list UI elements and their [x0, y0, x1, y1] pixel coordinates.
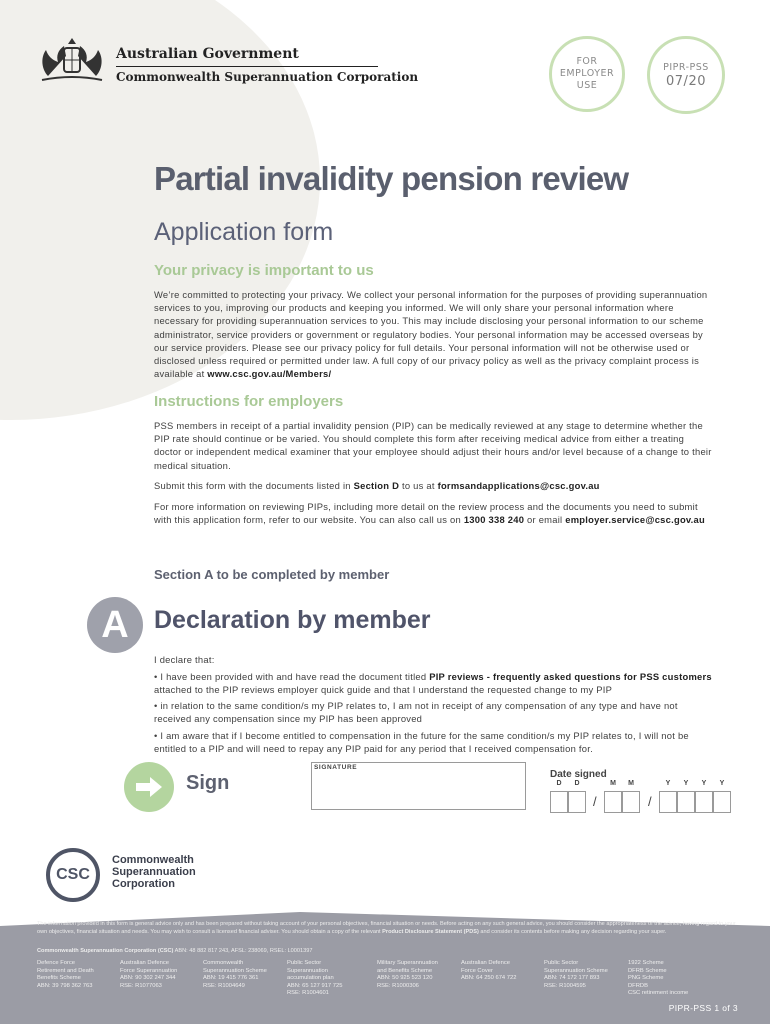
scheme-line: DFRB Scheme	[628, 967, 667, 974]
scheme-line: RSE: R1004601	[287, 990, 329, 997]
scheme-line: RSE: R1077063	[120, 982, 162, 989]
scheme-line: Superannuation Scheme	[203, 967, 267, 974]
date-digit-label: M	[610, 780, 616, 787]
p3-text-a: For more information on reviewing PIPs, including more detail on the review process and the documents you need to submit with this application form, refer to our website. You can also call us on	[154, 501, 698, 526]
form-date: 07/20	[666, 74, 706, 89]
csc-name-line2: Superannuation	[112, 866, 196, 878]
scheme-pssap	[287, 960, 342, 998]
scheme-line: ABN: 74 172 177 893	[544, 975, 600, 982]
csc-name-line1: Commonwealth	[112, 854, 194, 866]
arrow-right-icon	[134, 775, 164, 799]
scheme-line: Retirement and Death	[37, 967, 94, 974]
p3-text-b: or email	[524, 514, 566, 526]
gov-line1: Australian Government	[116, 46, 299, 62]
employer-use-line2: EMPLOYER	[559, 68, 615, 79]
date-digit-label: Y	[665, 780, 671, 787]
scheme-line: CSC retirement income	[628, 990, 689, 997]
scheme-adf-super	[120, 960, 177, 990]
scheme-adf-cover	[461, 960, 516, 983]
form-code-badge	[647, 36, 725, 114]
scheme-line: Superannuation Scheme	[544, 967, 608, 974]
scheme-line: Force Superannuation	[120, 967, 178, 974]
p2-text-c: to us at	[399, 480, 438, 491]
privacy-link[interactable]: www.csc.gov.au/Members/	[207, 368, 332, 380]
scheme-line: Commonwealth	[203, 960, 244, 966]
scheme-msbs	[377, 960, 438, 990]
scheme-line: Public Sector	[544, 960, 579, 966]
declaration-intro: I declare that:	[154, 654, 215, 665]
scheme-line: 1922 Scheme	[628, 960, 664, 966]
instructions-p2	[154, 479, 714, 492]
scheme-line: ABN: 64 250 674 722	[461, 975, 517, 982]
signature-label: SIGNATURE	[314, 764, 358, 771]
date-year-box-2[interactable]	[677, 791, 695, 813]
coat-of-arms-icon	[36, 36, 108, 84]
date-digit-label: D	[574, 780, 580, 787]
scheme-dfrdb	[37, 960, 94, 990]
csc-name	[112, 854, 196, 890]
employer-email-link[interactable]: employer.service@csc.gov.au	[565, 514, 705, 526]
footer-disclaimer	[37, 921, 737, 936]
footer-csc-abn	[37, 948, 737, 956]
scheme-line: Benefits Scheme	[37, 975, 81, 982]
form-code: PIPR-PSS	[663, 62, 709, 73]
scheme-line: ABN: 90 302 247 344	[120, 975, 176, 982]
bullet1-a: • I have been provided with and have read the document titled	[154, 671, 430, 682]
scheme-line: ABN: 39 798 362 763	[37, 982, 93, 989]
section-a-heading: Section A to be completed by member	[154, 567, 390, 582]
date-digit-label: Y	[683, 780, 689, 787]
sign-arrow-button	[124, 762, 174, 812]
scheme-pss	[544, 960, 608, 990]
date-separator: /	[648, 794, 652, 809]
date-month-box-1[interactable]	[604, 791, 622, 813]
date-day-box-1[interactable]	[550, 791, 568, 813]
disclaimer-pds: Product Disclosure Statement (PDS)	[382, 928, 479, 935]
scheme-line: Defence Force	[37, 960, 76, 966]
instructions-p3	[154, 500, 714, 526]
scheme-css	[203, 960, 267, 990]
page-number: PIPR-PSS 1 of 3	[668, 1003, 738, 1013]
declaration-bullet-3: • I am aware that if I become entitled to compensation in the future for the same condition/s my PIP relates to, I will not be entitled to a PIP and will need to repay any PIP paid for any period that I received compensation for.	[154, 730, 689, 755]
employer-use-badge	[549, 36, 625, 112]
csc-abn-numbers: ABN: 48 882 817 243, AFSL: 238069, RSEL: L0001397	[173, 948, 313, 954]
date-year-box-3[interactable]	[695, 791, 713, 813]
scheme-line: ABN: 50 925 523 120	[377, 975, 433, 982]
scheme-line: and Benefits Scheme	[377, 967, 433, 974]
scheme-line: ABN: 65 127 917 725	[287, 982, 343, 989]
date-digit-label: Y	[719, 780, 725, 787]
scheme-line: DFRDB	[628, 982, 648, 989]
instructions-heading: Instructions for employers	[154, 393, 344, 410]
employer-use-line1: FOR	[576, 56, 598, 67]
scheme-line: Force Cover	[461, 967, 493, 974]
privacy-body	[154, 288, 714, 380]
page-subtitle: Application form	[154, 218, 334, 246]
page-title: Partial invalidity pension review	[154, 160, 629, 197]
privacy-text: We’re committed to protecting your privacy. We collect your personal information for the purposes of providing superannuation services to you, improving our products and keeping you informed. We will only share your personal information where necessary for providing superannuation services to you. This may include disclosing your personal information to our scheme administrator, service providers or government or regulatory bodies. Your personal information may be accessed overseas by our service providers. Please see our privacy policy for full details. Your personal information will not be otherwise used or disclosed unless required or permitted under law. A full copy of our privacy policy as well as the privacy complaint process is available at	[154, 289, 708, 380]
date-signed-label: Date signed	[550, 769, 607, 780]
section-a-badge: A	[87, 597, 143, 653]
section-d-ref: Section D	[353, 480, 400, 491]
date-digit-label: M	[628, 780, 634, 787]
scheme-other	[628, 960, 688, 998]
declaration-bullet-2: • in relation to the same condition/s my PIP relates to, I am not in receipt of any compensation of any type and have not received any compensation since my PIP has been approved	[154, 700, 678, 725]
government-logo	[116, 46, 418, 84]
declaration-title: Declaration by member	[154, 606, 431, 634]
disclaimer-a: The information provided in this form is general advice only and has been prepared without taking account of your personal objectives, financial situation or needs. Before acting on any such general advice, you should consider the appropriateness of the advice, having regard to your own objectives, financial situation and needs. You may wish to consult a licensed financial adviser. You should obtain a copy of the relevant	[37, 921, 736, 935]
csc-logo: CSC	[46, 848, 100, 902]
date-day-box-2[interactable]	[568, 791, 586, 813]
phone-number[interactable]: 1300 338 240	[463, 514, 525, 526]
date-signed-field	[537, 780, 737, 814]
sign-label: Sign	[186, 772, 230, 794]
employer-use-line3: USE	[576, 80, 598, 91]
scheme-line: Military Superannuation	[377, 960, 438, 966]
scheme-line: accumulation plan	[287, 975, 334, 982]
date-separator: /	[593, 794, 597, 809]
scheme-line: ABN: 19 415 776 361	[203, 975, 259, 982]
scheme-line: RSE: R1004649	[203, 982, 245, 989]
gov-divider	[116, 66, 378, 67]
declaration-bullet-1	[154, 670, 714, 696]
date-digit-label: Y	[701, 780, 707, 787]
csc-abn-name: Commonwealth Superannuation Corporation (CSC)	[37, 948, 174, 954]
date-digit-label: D	[556, 780, 562, 787]
instructions-p1: PSS members in receipt of a partial invalidity pension (PIP) can be medically reviewed at any stage to determine whether the PIP rate should continue or be varied. You should complete this form after receiving medical advice from either a treating doctor or independent medical examiner that your employee should adjust their hours and/or level because of a change to their medical situation.	[154, 420, 712, 471]
scheme-line: Australian Defence	[120, 960, 169, 966]
scheme-line: Superannuation	[287, 967, 328, 974]
csc-name-line3: Corporation	[112, 878, 175, 890]
scheme-line: PNG Scheme	[628, 975, 664, 982]
disclaimer-c: and consider its contents before making any decision regarding your super.	[478, 928, 667, 935]
date-month-box-2[interactable]	[622, 791, 640, 813]
scheme-line: Public Sector	[287, 960, 322, 966]
scheme-line: RSE: R1000306	[377, 982, 419, 989]
date-year-box-1[interactable]	[659, 791, 677, 813]
forms-email-link[interactable]: formsandapplications@csc.gov.au	[437, 480, 600, 491]
bullet1-doc-title: PIP reviews - frequently asked questions for PSS customers	[429, 671, 712, 682]
scheme-line: Australian Defence	[461, 960, 510, 966]
bullet1-c: attached to the PIP reviews employer quick guide and that I understand the requested change to my PIP	[154, 684, 613, 696]
date-year-box-4[interactable]	[713, 791, 731, 813]
p2-text-a: Submit this form with the documents listed in	[154, 480, 354, 491]
privacy-heading: Your privacy is important to us	[154, 262, 374, 279]
scheme-line: RSE: R1004595	[544, 982, 586, 989]
gov-line2: Commonwealth Superannuation Corporation	[116, 70, 419, 84]
